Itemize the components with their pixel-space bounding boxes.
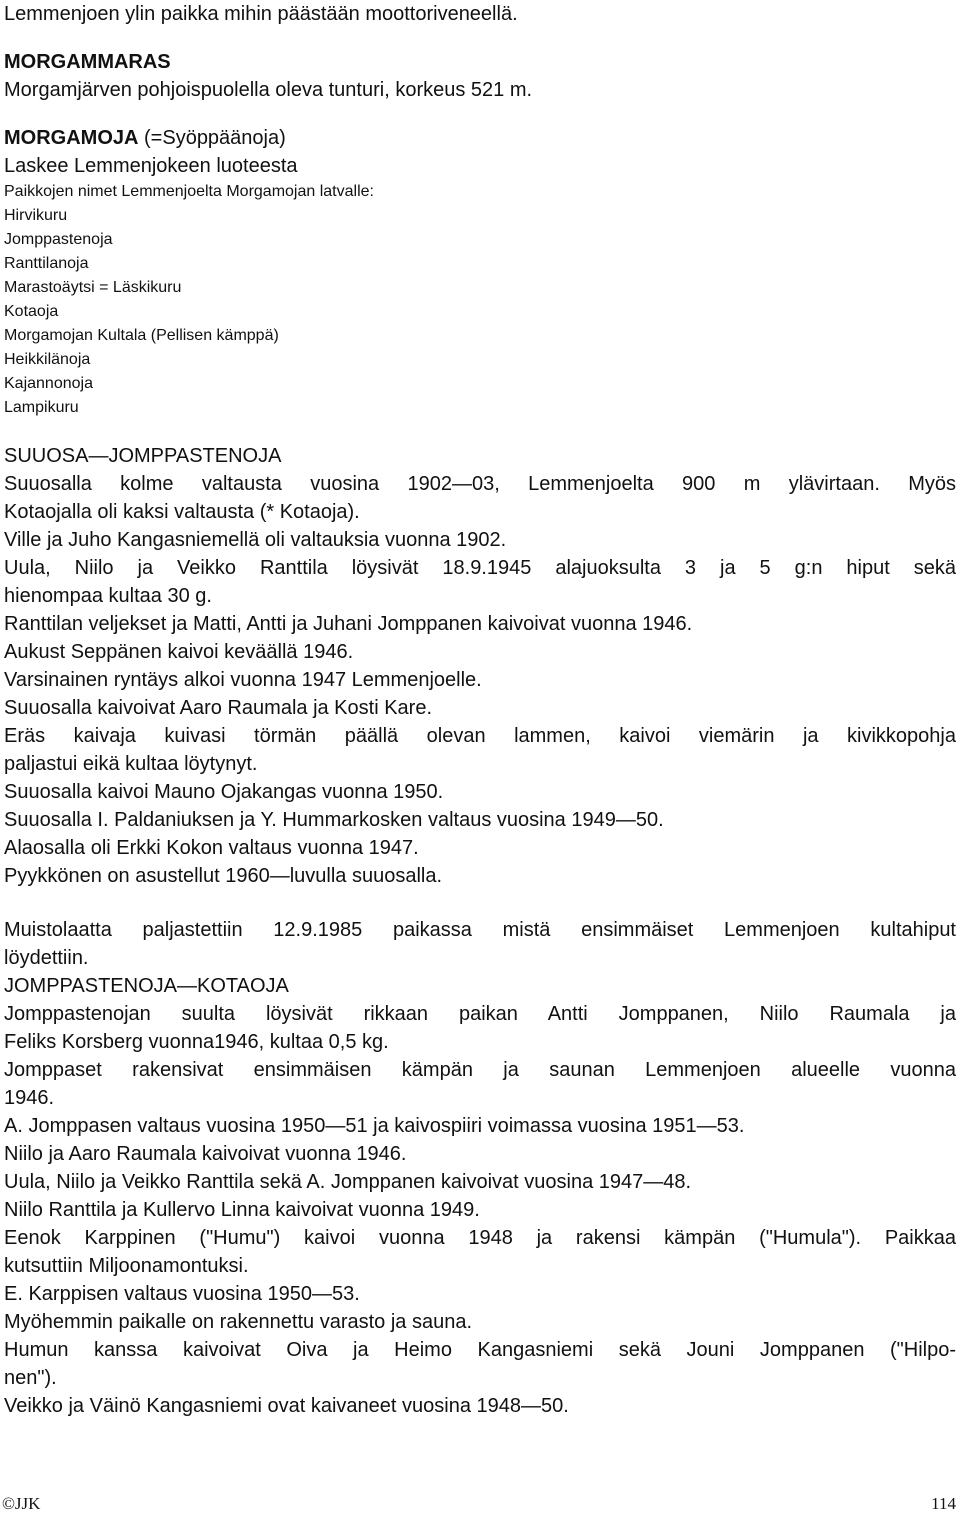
kotaoja-heading: JOMPPASTENOJA—KOTAOJA — [4, 975, 289, 997]
text-line: löydettiin. — [4, 947, 89, 969]
text-line: Kotaojalla oli kaksi valtausta (* Kotaoja). — [4, 501, 360, 523]
text-line: hienompaa kultaa 30 g. — [4, 585, 212, 607]
page-number: 114 — [931, 1494, 956, 1513]
text-line: Humun kanssa kaivoivat Oiva ja Heimo Kangasniemi sekä Jouni Jomppanen ("Hilpo- — [4, 1339, 956, 1361]
text-line: Uula, Niilo ja Veikko Ranttila sekä A. Jomppanen kaivoivat vuosina 1947—48. — [4, 1171, 692, 1193]
text-line: A. Jomppasen valtaus vuosina 1950—51 ja kaivospiiri voimassa vuosina 1951—53. — [4, 1115, 745, 1137]
place-item: Marastoäytsi = Läskikuru — [4, 279, 182, 296]
text-line: 1946. — [4, 1087, 55, 1109]
place-item: Morgamojan Kultala (Pellisen kämppä) — [4, 327, 279, 344]
text-line: Eräs kaivaja kuivasi törmän päällä olevan lammen, kaivoi viemärin ja kivikkopohja — [4, 725, 956, 747]
text-line: paljastui eikä kultaa löytynyt. — [4, 753, 258, 775]
morgamoja-description: Laskee Lemmenjokeen luoteesta — [4, 155, 298, 177]
text-line: Suuosalla kaivoivat Aaro Raumala ja Kosti Kare. — [4, 697, 433, 719]
place-item: Heikkilänoja — [4, 351, 91, 368]
place-item: Ranttilanoja — [4, 255, 89, 272]
spacer — [4, 890, 956, 916]
place-item: Kotaoja — [4, 303, 59, 320]
text-line: nen"). — [4, 1367, 57, 1389]
morgamoja-heading — [4, 124, 956, 152]
text-line: Alaosalla oli Erkki Kokon valtaus vuonna 1947. — [4, 837, 419, 859]
morgamoja-place-list — [4, 204, 956, 420]
kotaoja-body — [4, 1000, 956, 1420]
suuosa-body — [4, 470, 956, 890]
text-line: Aukust Seppänen kaivoi keväällä 1946. — [4, 641, 354, 663]
morgamoja-heading-alias: (=Syöppäänoja) — [138, 127, 286, 149]
text-line: Suuosalla kolme valtausta vuosina 1902—03, Lemmenjoelta 900 m ylävirtaan. Myös — [4, 473, 956, 495]
text-line: Jomppastenojan suulta löysivät rikkaan paikan Antti Jomppanen, Niilo Raumala ja — [4, 1003, 956, 1025]
text-line: Niilo ja Aaro Raumala kaivoivat vuonna 1946. — [4, 1143, 407, 1165]
morgamoja-places-intro: Paikkojen nimet Lemmenjoelta Morgamojan latvalle: — [4, 183, 374, 200]
text-line: Uula, Niilo ja Veikko Ranttila löysivät 18.9.1945 alajuoksulta 3 ja 5 g:n hiput sekä — [4, 557, 956, 579]
text-line: Feliks Korsberg vuonna1946, kultaa 0,5 kg. — [4, 1031, 389, 1053]
text-line: kutsuttiin Miljoonamontuksi. — [4, 1255, 249, 1277]
muistolaatta-body — [4, 916, 956, 972]
text-line: Eenok Karppinen ("Humu") kaivoi vuonna 1948 ja rakensi kämpän ("Humula"). Paikkaa — [4, 1227, 956, 1249]
text-line: Pyykkönen on asustellut 1960—luvulla suuosalla. — [4, 865, 443, 887]
place-item: Jomppastenoja — [4, 231, 113, 248]
morgammaras-heading: MORGAMMARAS — [4, 51, 171, 73]
morgammaras-description: Morgamjärven pohjoispuolella oleva tunturi, korkeus 521 m. — [4, 79, 533, 101]
text-line: Niilo Ranttila ja Kullervo Linna kaivoivat vuonna 1949. — [4, 1199, 480, 1221]
text-line: E. Karppisen valtaus vuosina 1950—53. — [4, 1283, 360, 1305]
document-page — [4, 0, 956, 1420]
suuosa-heading: SUUOSA—JOMPPASTENOJA — [4, 445, 282, 467]
spacer — [4, 104, 956, 124]
text-line: Veikko ja Väinö Kangasniemi ovat kaivaneet vuosina 1948—50. — [4, 1395, 569, 1417]
text-line: Muistolaatta paljastettiin 12.9.1985 paikassa mistä ensimmäiset Lemmenjoen kultahiput — [4, 919, 956, 941]
text-line: Ranttilan veljekset ja Matti, Antti ja Juhani Jomppanen kaivoivat vuonna 1946. — [4, 613, 693, 635]
text-line: Jomppaset rakensivat ensimmäisen kämpän ja saunan Lemmenjoen alueelle vuonna — [4, 1059, 956, 1081]
spacer — [4, 420, 956, 442]
text-line: Suuosalla I. Paldaniuksen ja Y. Hummarkosken valtaus vuosina 1949—50. — [4, 809, 664, 831]
text-line: Suuosalla kaivoi Mauno Ojakangas vuonna 1950. — [4, 781, 444, 803]
text-line: Myöhemmin paikalle on rakennettu varasto ja sauna. — [4, 1311, 473, 1333]
text-line: Varsinainen ryntäys alkoi vuonna 1947 Lemmenjoelle. — [4, 669, 482, 691]
intro-line: Lemmenjoen ylin paikka mihin päästään moottoriveneellä. — [4, 3, 518, 25]
place-item: Lampikuru — [4, 399, 79, 416]
spacer — [4, 28, 956, 48]
morgamoja-heading-name: MORGAMOJA — [4, 127, 139, 149]
text-line: Ville ja Juho Kangasniemellä oli valtauksia vuonna 1902. — [4, 529, 507, 551]
place-item: Hirvikuru — [4, 207, 68, 224]
copyright-notice: ©JJK — [2, 1494, 41, 1513]
place-item: Kajannonoja — [4, 375, 93, 392]
